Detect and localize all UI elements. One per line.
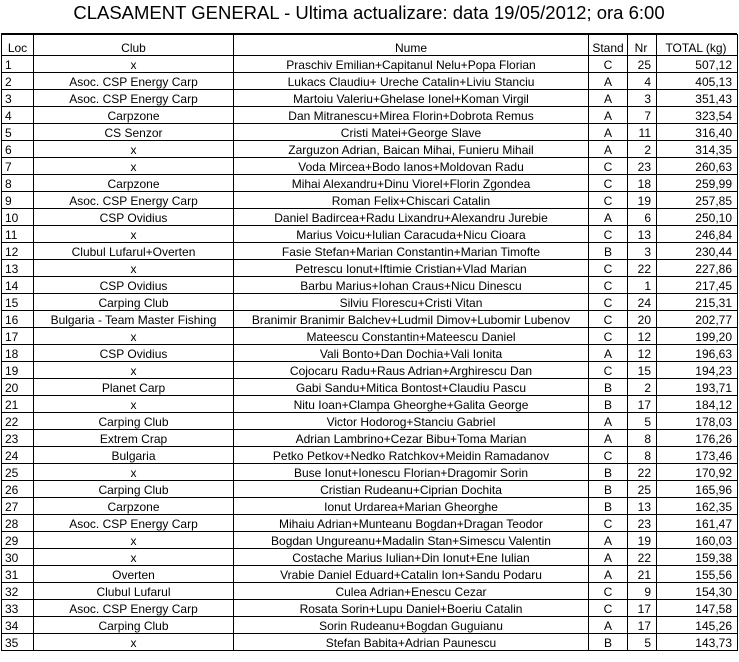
cell-nume: Cristian Rudeanu+Ciprian Dochita	[234, 481, 589, 498]
cell-nume: Mihai Alexandru+Dinu Viorel+Florin Zgondea	[234, 175, 589, 192]
cell-nume: Vali Bonto+Dan Dochia+Vali Ionita	[234, 345, 589, 362]
cell-stand: C	[589, 362, 628, 379]
cell-club: CSP Ovidius	[34, 209, 234, 226]
cell-nume: Branimir Branimir Balchev+Ludmil Dimov+Lubomir Lubenov	[234, 311, 589, 328]
cell-stand: C	[589, 226, 628, 243]
table-row	[2, 124, 738, 141]
header-stand: Stand	[589, 35, 628, 56]
cell-club: Bulgaria	[34, 447, 234, 464]
cell-nume: Mihaiu Adrian+Munteanu Bogdan+Dragan Teodor	[234, 515, 589, 532]
cell-loc: 17	[2, 328, 34, 345]
cell-loc: 10	[2, 209, 34, 226]
cell-loc: 25	[2, 464, 34, 481]
cell-stand: C	[589, 600, 628, 617]
table-row	[2, 260, 738, 277]
cell-nume: Costache Marius Iulian+Din Ionut+Ene Iulian	[234, 549, 589, 566]
cell-total: 202,77	[657, 311, 738, 328]
cell-nume: Lukacs Claudiu+ Ureche Catalin+Liviu Stanciu	[234, 73, 589, 90]
cell-total: 176,26	[657, 430, 738, 447]
cell-loc: 2	[2, 73, 34, 90]
cell-club: CS Senzor	[34, 124, 234, 141]
cell-stand: A	[589, 141, 628, 158]
cell-loc: 5	[2, 124, 34, 141]
cell-loc: 32	[2, 583, 34, 600]
cell-nume: Praschiv Emilian+Capitanul Nelu+Popa Florian	[234, 56, 589, 73]
cell-stand: A	[589, 413, 628, 430]
cell-nume: Martoiu Valeriu+Ghelase Ionel+Koman Virgil	[234, 90, 589, 107]
table-row	[2, 328, 738, 345]
cell-nr: 17	[628, 600, 657, 617]
cell-nume: Culea Adrian+Enescu Cezar	[234, 583, 589, 600]
cell-club: x	[34, 158, 234, 175]
cell-loc: 20	[2, 379, 34, 396]
table-row	[2, 447, 738, 464]
cell-total: 194,23	[657, 362, 738, 379]
cell-nr: 25	[628, 481, 657, 498]
table-row	[2, 192, 738, 209]
cell-club: x	[34, 141, 234, 158]
table-row	[2, 243, 738, 260]
cell-nume: Silviu Florescu+Cristi Vitan	[234, 294, 589, 311]
table-row	[2, 396, 738, 413]
table-row	[2, 413, 738, 430]
cell-total: 260,63	[657, 158, 738, 175]
cell-total: 161,47	[657, 515, 738, 532]
cell-stand: C	[589, 175, 628, 192]
cell-loc: 21	[2, 396, 34, 413]
cell-nume: Mateescu Constantin+Mateescu Daniel	[234, 328, 589, 345]
cell-nr: 2	[628, 379, 657, 396]
cell-club: CSP Ovidius	[34, 345, 234, 362]
cell-nr: 3	[628, 90, 657, 107]
cell-loc: 11	[2, 226, 34, 243]
cell-loc: 16	[2, 311, 34, 328]
cell-nr: 13	[628, 498, 657, 515]
table-row	[2, 362, 738, 379]
cell-loc: 12	[2, 243, 34, 260]
cell-total: 217,45	[657, 277, 738, 294]
cell-club: Carping Club	[34, 294, 234, 311]
cell-club: x	[34, 56, 234, 73]
cell-loc: 31	[2, 566, 34, 583]
cell-stand: A	[589, 532, 628, 549]
table-row	[2, 549, 738, 566]
cell-club: Bulgaria - Team Master Fishing	[34, 311, 234, 328]
table-row	[2, 532, 738, 549]
cell-stand: B	[589, 379, 628, 396]
cell-loc: 4	[2, 107, 34, 124]
page-title: CLASAMENT GENERAL - Ultima actualizare: data 19/05/2012; ora 6:00	[1, 1, 737, 34]
cell-loc: 8	[2, 175, 34, 192]
cell-nr: 23	[628, 515, 657, 532]
cell-nr: 22	[628, 464, 657, 481]
ranking-table	[1, 34, 738, 651]
cell-total: 230,44	[657, 243, 738, 260]
cell-loc: 9	[2, 192, 34, 209]
cell-stand: C	[589, 56, 628, 73]
table-row	[2, 311, 738, 328]
table-row	[2, 345, 738, 362]
header-nume: Nume	[234, 35, 589, 56]
cell-total: 246,84	[657, 226, 738, 243]
cell-nr: 11	[628, 124, 657, 141]
cell-nume: Voda Mircea+Bodo Ianos+Moldovan Radu	[234, 158, 589, 175]
cell-total: 170,92	[657, 464, 738, 481]
cell-nr: 9	[628, 583, 657, 600]
cell-loc: 26	[2, 481, 34, 498]
cell-stand: C	[589, 260, 628, 277]
cell-stand: C	[589, 447, 628, 464]
cell-total: 159,38	[657, 549, 738, 566]
cell-nr: 2	[628, 141, 657, 158]
cell-nume: Fasie Stefan+Marian Constantin+Marian Timofte	[234, 243, 589, 260]
cell-nr: 7	[628, 107, 657, 124]
table-row	[2, 107, 738, 124]
cell-stand: B	[589, 464, 628, 481]
cell-loc: 29	[2, 532, 34, 549]
cell-nume: Victor Hodorog+Stanciu Gabriel	[234, 413, 589, 430]
cell-loc: 7	[2, 158, 34, 175]
cell-club: x	[34, 260, 234, 277]
cell-nr: 8	[628, 447, 657, 464]
table-row	[2, 277, 738, 294]
cell-nume: Petko Petkov+Nedko Ratchkov+Meidin Ramadanov	[234, 447, 589, 464]
cell-nr: 12	[628, 328, 657, 345]
cell-loc: 30	[2, 549, 34, 566]
cell-club: Asoc. CSP Energy Carp	[34, 515, 234, 532]
cell-total: 314,35	[657, 141, 738, 158]
cell-nr: 12	[628, 345, 657, 362]
cell-club: Asoc. CSP Energy Carp	[34, 90, 234, 107]
cell-stand: A	[589, 124, 628, 141]
cell-loc: 1	[2, 56, 34, 73]
cell-nume: Cristi Matei+George Slave	[234, 124, 589, 141]
table-row	[2, 226, 738, 243]
cell-loc: 18	[2, 345, 34, 362]
header-nr: Nr	[628, 35, 657, 56]
cell-total: 316,40	[657, 124, 738, 141]
table-row	[2, 209, 738, 226]
cell-nr: 19	[628, 532, 657, 549]
cell-club: Asoc. CSP Energy Carp	[34, 73, 234, 90]
cell-total: 259,99	[657, 175, 738, 192]
cell-club: Clubul Lufarul+Overten	[34, 243, 234, 260]
table-row	[2, 379, 738, 396]
cell-club: Carpzone	[34, 175, 234, 192]
cell-total: 147,58	[657, 600, 738, 617]
table-row	[2, 464, 738, 481]
cell-loc: 23	[2, 430, 34, 447]
cell-stand: B	[589, 396, 628, 413]
cell-club: Extrem Crap	[34, 430, 234, 447]
cell-loc: 6	[2, 141, 34, 158]
cell-stand: B	[589, 498, 628, 515]
cell-nume: Sorin Rudeanu+Bogdan Guguianu	[234, 617, 589, 634]
header-club: Club	[34, 35, 234, 56]
cell-nume: Buse Ionut+Ionescu Florian+Dragomir Sorin	[234, 464, 589, 481]
cell-stand: C	[589, 192, 628, 209]
cell-stand: C	[589, 294, 628, 311]
cell-loc: 19	[2, 362, 34, 379]
cell-stand: A	[589, 345, 628, 362]
cell-nume: Nitu Ioan+Clampa Gheorghe+Galita George	[234, 396, 589, 413]
cell-club: Asoc. CSP Energy Carp	[34, 600, 234, 617]
cell-total: 173,46	[657, 447, 738, 464]
cell-total: 196,63	[657, 345, 738, 362]
cell-nr: 17	[628, 396, 657, 413]
cell-loc: 34	[2, 617, 34, 634]
cell-stand: B	[589, 243, 628, 260]
cell-club: Carpzone	[34, 107, 234, 124]
cell-loc: 24	[2, 447, 34, 464]
cell-total: 154,30	[657, 583, 738, 600]
table-row	[2, 294, 738, 311]
cell-stand: A	[589, 90, 628, 107]
cell-nume: Barbu Marius+Iohan Craus+Nicu Dinescu	[234, 277, 589, 294]
cell-total: 250,10	[657, 209, 738, 226]
cell-loc: 14	[2, 277, 34, 294]
cell-loc: 15	[2, 294, 34, 311]
cell-total: 215,31	[657, 294, 738, 311]
cell-total: 405,13	[657, 73, 738, 90]
cell-nume: Stefan Babita+Adrian Paunescu	[234, 634, 589, 651]
table-row	[2, 515, 738, 532]
cell-stand: A	[589, 73, 628, 90]
cell-nume: Bogdan Ungureanu+Madalin Stan+Simescu Valentin	[234, 532, 589, 549]
cell-nr: 8	[628, 430, 657, 447]
cell-club: Clubul Lufarul	[34, 583, 234, 600]
cell-stand: C	[589, 515, 628, 532]
cell-total: 178,03	[657, 413, 738, 430]
cell-total: 145,26	[657, 617, 738, 634]
cell-loc: 13	[2, 260, 34, 277]
cell-club: CSP Ovidius	[34, 277, 234, 294]
cell-total: 507,12	[657, 56, 738, 73]
cell-nume: Daniel Badircea+Radu Lixandru+Alexandru Jurebie	[234, 209, 589, 226]
cell-nr: 23	[628, 158, 657, 175]
table-row	[2, 158, 738, 175]
cell-total: 193,71	[657, 379, 738, 396]
cell-nume: Roman Felix+Chiscari Catalin	[234, 192, 589, 209]
cell-club: Carping Club	[34, 413, 234, 430]
cell-nr: 1	[628, 277, 657, 294]
table-header-row	[2, 35, 738, 56]
cell-stand: A	[589, 566, 628, 583]
cell-total: 155,56	[657, 566, 738, 583]
cell-club: x	[34, 362, 234, 379]
cell-stand: A	[589, 617, 628, 634]
cell-club: x	[34, 532, 234, 549]
cell-loc: 33	[2, 600, 34, 617]
cell-nume: Gabi Sandu+Mitica Bontost+Claudiu Pascu	[234, 379, 589, 396]
cell-nr: 5	[628, 413, 657, 430]
cell-stand: C	[589, 311, 628, 328]
table-row	[2, 634, 738, 651]
cell-nr: 21	[628, 566, 657, 583]
cell-nr: 5	[628, 634, 657, 651]
cell-club: Planet Carp	[34, 379, 234, 396]
table-row	[2, 617, 738, 634]
header-loc: Loc	[2, 35, 34, 56]
cell-loc: 35	[2, 634, 34, 651]
cell-total: 199,20	[657, 328, 738, 345]
cell-stand: B	[589, 634, 628, 651]
cell-club: Overten	[34, 566, 234, 583]
table-row	[2, 498, 738, 515]
table-row	[2, 481, 738, 498]
cell-stand: C	[589, 277, 628, 294]
cell-nume: Vrabie Daniel Eduard+Catalin Ion+Sandu Podaru	[234, 566, 589, 583]
cell-nr: 22	[628, 260, 657, 277]
cell-nume: Marius Voicu+Iulian Caracuda+Nicu Cioara	[234, 226, 589, 243]
ranking-sheet	[1, 1, 737, 651]
cell-club: x	[34, 549, 234, 566]
cell-nr: 15	[628, 362, 657, 379]
header-total: TOTAL (kg)	[657, 35, 738, 56]
table-row	[2, 175, 738, 192]
cell-nume: Dan Mitranescu+Mirea Florin+Dobrota Remus	[234, 107, 589, 124]
cell-total: 165,96	[657, 481, 738, 498]
cell-total: 162,35	[657, 498, 738, 515]
cell-loc: 28	[2, 515, 34, 532]
cell-nume: Ionut Urdarea+Marian Gheorghe	[234, 498, 589, 515]
table-row	[2, 141, 738, 158]
table-row	[2, 56, 738, 73]
cell-club: Carping Club	[34, 617, 234, 634]
cell-nume: Adrian Lambrino+Cezar Bibu+Toma Marian	[234, 430, 589, 447]
cell-nr: 22	[628, 549, 657, 566]
cell-loc: 27	[2, 498, 34, 515]
cell-nume: Zarguzon Adrian, Baican Mihai, Funieru Mihail	[234, 141, 589, 158]
cell-nume: Cojocaru Radu+Raus Adrian+Arghirescu Dan	[234, 362, 589, 379]
cell-stand: A	[589, 430, 628, 447]
table-row	[2, 600, 738, 617]
cell-nr: 20	[628, 311, 657, 328]
cell-stand: A	[589, 209, 628, 226]
cell-nume: Petrescu Ionut+Iftimie Cristian+Vlad Marian	[234, 260, 589, 277]
cell-nr: 3	[628, 243, 657, 260]
table-row	[2, 583, 738, 600]
cell-club: x	[34, 226, 234, 243]
cell-club: Carpzone	[34, 498, 234, 515]
cell-nr: 6	[628, 209, 657, 226]
cell-club: x	[34, 634, 234, 651]
cell-nr: 25	[628, 56, 657, 73]
table-row	[2, 90, 738, 107]
table-row	[2, 430, 738, 447]
cell-stand: C	[589, 328, 628, 345]
cell-club: x	[34, 464, 234, 481]
cell-stand: C	[589, 583, 628, 600]
cell-total: 160,03	[657, 532, 738, 549]
cell-club: x	[34, 328, 234, 345]
cell-club: Asoc. CSP Energy Carp	[34, 192, 234, 209]
cell-club: x	[34, 396, 234, 413]
cell-total: 351,43	[657, 90, 738, 107]
cell-club: Carping Club	[34, 481, 234, 498]
cell-total: 184,12	[657, 396, 738, 413]
cell-nr: 24	[628, 294, 657, 311]
cell-nr: 17	[628, 617, 657, 634]
cell-nr: 13	[628, 226, 657, 243]
cell-loc: 3	[2, 90, 34, 107]
cell-stand: A	[589, 107, 628, 124]
cell-stand: A	[589, 549, 628, 566]
cell-total: 143,73	[657, 634, 738, 651]
cell-nr: 19	[628, 192, 657, 209]
cell-total: 323,54	[657, 107, 738, 124]
table-row	[2, 73, 738, 90]
cell-nume: Rosata Sorin+Lupu Daniel+Boeriu Catalin	[234, 600, 589, 617]
cell-stand: B	[589, 481, 628, 498]
cell-nr: 4	[628, 73, 657, 90]
cell-total: 227,86	[657, 260, 738, 277]
cell-loc: 22	[2, 413, 34, 430]
cell-total: 257,85	[657, 192, 738, 209]
cell-stand: C	[589, 158, 628, 175]
cell-nr: 18	[628, 175, 657, 192]
table-row	[2, 566, 738, 583]
